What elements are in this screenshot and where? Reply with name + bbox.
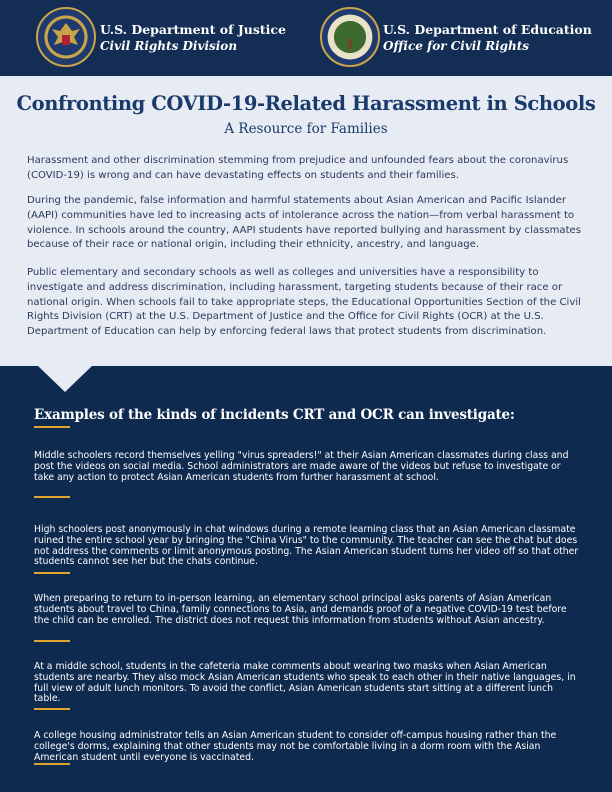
panel-pointer [38,366,92,392]
header-banner [0,0,612,76]
page-title: Confronting COVID-19-Related Harassment in Schools [16,92,596,115]
example-accent-underline [34,763,70,765]
intro-paragraph: Harassment and other discrimination stemming from prejudice and unfounded fears about the coronavirus (COVID-19) is wrong and can have devastating effects on students and their families. [27,155,569,181]
doj-name: U.S. Department of Justice [100,22,286,37]
example-item: A college housing administrator tells an Asian American student to consider off-campus housing rather than the college's dorms, explaining that other students may not be comfortable living in a dorm room with the Asian American student until everyone is vaccinated. [34,730,557,763]
example-accent-underline [34,708,70,710]
example-accent-underline [34,572,70,574]
page-subtitle: A Resource for Families [224,121,388,137]
tree-emblem-icon [322,9,378,65]
ed-seal-icon [320,7,380,67]
intro-paragraph: Public elementary and secondary schools as well as colleges and universities have a responsibility to investigate and address discrimination, including harassment, targeting students because of their race or national origin. When schools fail to take appropriate steps, the Educational Opportunities Section of the Civil Rights Division (CRT) at the U.S. Department of Justice and the Office for Civil Rights (OCR) at the U.S. Department of Education can help by enforcing federal laws that protect students from discrimination. [27,267,581,338]
heading-accent-underline [34,426,70,428]
doj-seal-icon [36,7,96,67]
example-item: High schoolers post anonymously in chat windows during a remote learning class that an Asian American classmate ruined the entire school year by bringing the "China Virus" to the community. The teacher can see the chat but does not address the comments or limit anonymous posting. The Asian American student turns her video off so that other students cannot see her but the chats continue. [34,524,579,568]
eagle-emblem-icon [38,9,94,65]
example-accent-underline [34,496,70,498]
ed-agency [383,22,592,54]
example-item: At a middle school, students in the cafeteria make comments about wearing two masks when Asian American students are nearby. They also mock Asian American students who speak to each other in their native languages, in full view of adult lunch monitors. To avoid the conflict, Asian American students start sitting at a different lunch table. [34,661,576,705]
example-accent-underline [34,640,70,642]
ed-name: U.S. Department of Education [383,22,592,37]
example-item: When preparing to return to in-person learning, an elementary school principal asks parents of Asian American students about travel to China, family connections to Asia, and demands proof of a negative COVID-19 test before the child can be enrolled. The district does not request this information from students without Asian ancestry. [34,593,567,626]
ed-division: Office for Civil Rights [383,39,530,53]
examples-heading: Examples of the kinds of incidents CRT and OCR can investigate: [34,407,515,423]
example-item: Middle schoolers record themselves yelling "virus spreaders!" at their Asian American classmates during class and post the videos on social media. School administrators are made aware of the videos but refuse to investigate or take any action to protect Asian American students from further harassment at school. [34,450,569,483]
doj-agency [100,22,286,54]
intro-paragraph: During the pandemic, false information and harmful statements about Asian American and Pacific Islander (AAPI) communities have led to increasing acts of intolerance across the nation—from verbal harassment to violence. In schools around the country, AAPI students have reported bullying and harassment by classmates because of their race or national origin, including their ethnicity, ancestry, and language. [27,195,582,251]
doj-division: Civil Rights Division [100,39,238,53]
